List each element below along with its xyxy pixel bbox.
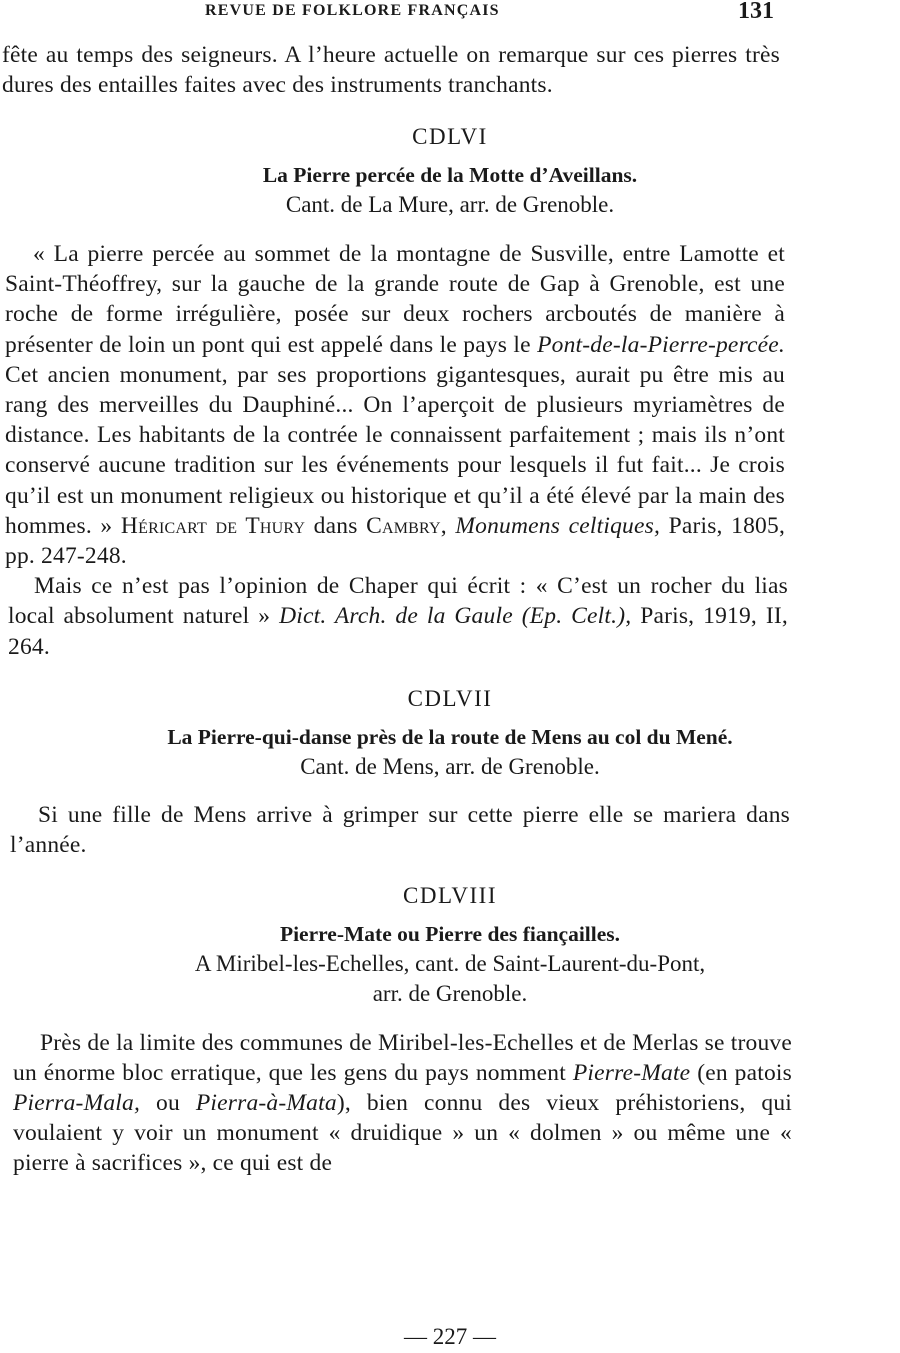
- text-run: « La pierre percée au sommet de la montagne de Susville, entre Lamotte et Saint-Théoffrey, sur la gauche de la grande route de Gap à Grenoble, est une roche de forme irrégulière, posée sur deux rochers arcboutés de manière à présenter de loin un pont qui est appelé dans le pays le: [5, 240, 785, 358]
- page-number: — 227 —: [404, 1324, 496, 1349]
- running-header: [0, 0, 900, 26]
- section-subtitle: Cant. de Mens, arr. de Grenoble.: [300, 753, 600, 779]
- italic-name: Pierra-Mala,: [13, 1090, 141, 1117]
- text-run: (en patois: [697, 1059, 792, 1086]
- section-subtitle: A Miribel-les-Echelles, cant. de Saint-Laurent-du-Pont,: [194, 950, 706, 976]
- italic-work-title: (Ep. Celt.),: [521, 603, 632, 630]
- folio-number: 131: [738, 0, 774, 24]
- text-run: Mais ce n’est pas l’opinion de Chaper qui écrit : « C’est un rocher du lias local absolument naturel »: [8, 573, 788, 630]
- text-run: ), bien connu des vieux préhistoriens, qui voulaient y voir un monument « druidique » un « dolmen » ou même une « pierre à sacrifices », ce qui est de: [13, 1090, 793, 1177]
- body-paragraph: [0, 571, 900, 662]
- italic-name: Pierra-à-Mata: [195, 1090, 337, 1117]
- section-title: La Pierre-qui-danse près de la route de Mens au col du Mené.: [167, 724, 733, 749]
- text-run: Près de la limite des communes de Miribel-les-Echelles et de Merlas se trouve un énorme bloc erratique, que les gens du pays nomment: [13, 1029, 792, 1086]
- italic-name: Pierre-Mate: [572, 1059, 691, 1086]
- section-cdlvii: [0, 684, 900, 861]
- section-cdlviii: [0, 881, 900, 1179]
- text-run: Paris, 1805, pp. 247-248.: [5, 512, 786, 569]
- section-title: La Pierre percée de la Motte d’Aveillans.: [262, 163, 638, 188]
- page-body: [0, 40, 900, 1179]
- intro-paragraph: fête au temps des seigneurs. A l’heure actuelle on remarque sur ces pierres très dures des entailles faites avec des instruments tranchants.: [2, 42, 780, 99]
- text-run: Cet ancien monument, par ses proportions gigantesques, aurait pu être mis au rang des merveilles du Dauphiné... On l’aperçoit de plusieurs myriamètres de distance. Les habitants de la contrée le connaissent parfaitement ; mais ils n’ont conservé aucune tradition sur les événements pour lesquels il fut fait... Je crois qu’il est un monument religieux ou historique et qu’il a été élevé par la main des hommes. »: [5, 361, 785, 539]
- section-number: CDLVII: [407, 685, 493, 711]
- body-paragraph: [0, 239, 900, 571]
- italic-place-name: Pont-de-la-Pierre-percée.: [537, 331, 786, 358]
- section-subtitle: arr. de Grenoble.: [372, 981, 528, 1007]
- text-run: Paris, 1919, II, 264.: [8, 603, 788, 660]
- section-subtitle: Cant. de La Mure, arr. de Grenoble.: [285, 192, 615, 218]
- italic-work-title: Dict. Arch. de la Gaule: [279, 603, 513, 630]
- text-run: ou: [156, 1090, 180, 1117]
- author-name: Cambry,: [366, 512, 447, 539]
- section-title: Pierre-Mate ou Pierre des fiançailles.: [279, 921, 621, 946]
- author-name: Héricart de Thury: [120, 512, 306, 539]
- body-paragraph: Si une fille de Mens arrive à grimper sur cette pierre elle se mariera dans l’année.: [10, 802, 790, 859]
- section-number: CDLVIII: [403, 882, 497, 908]
- body-paragraph: [0, 1028, 900, 1179]
- section-number: CDLVI: [412, 124, 488, 150]
- italic-work-title: Monumens celtiques,: [455, 512, 661, 539]
- section-cdlvi: [0, 122, 900, 661]
- running-title: REVUE DE FOLKLORE FRANÇAIS: [205, 2, 500, 19]
- text-run: dans: [313, 512, 358, 539]
